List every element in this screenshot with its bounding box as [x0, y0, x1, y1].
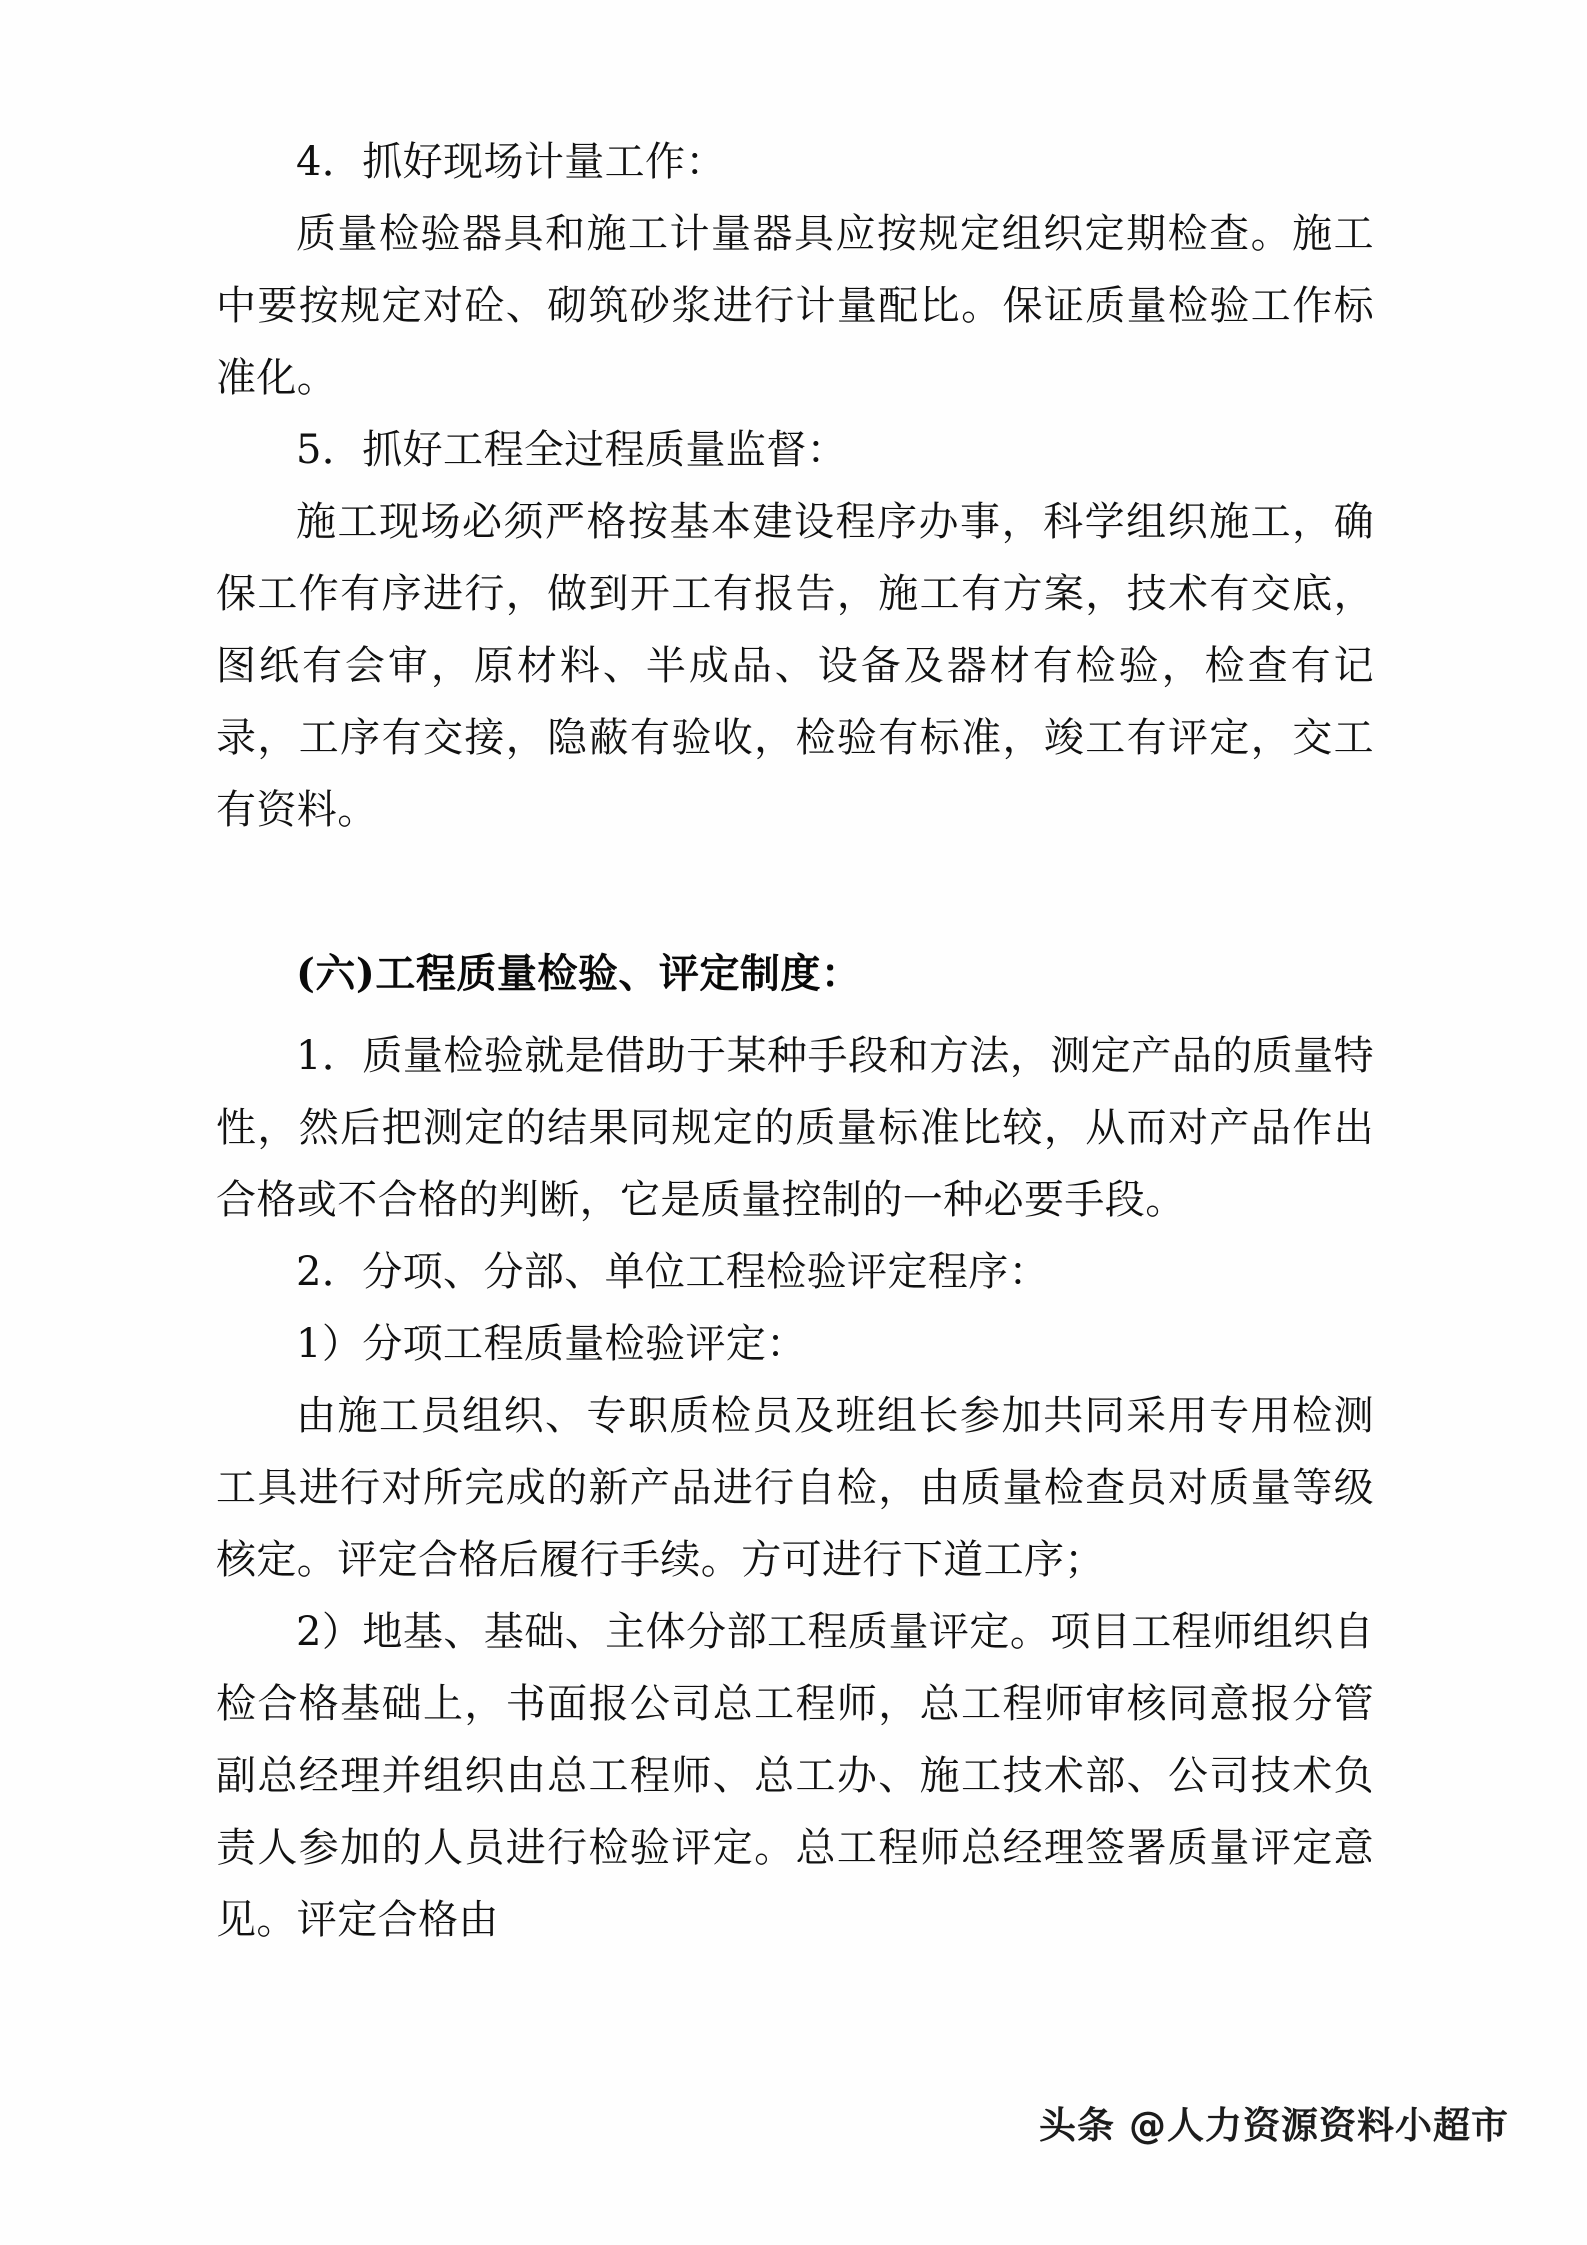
list-item-title-4: 4．抓好现场计量工作： — [296, 139, 726, 185]
watermark-handle: @人力资源资料小超市 — [1129, 2104, 1509, 2147]
paragraph-item-5-body: 施工现场必须严格按基本建设程序办事，科学组织施工，确保工作有序进行，做到开工有报告，施工有方案，技术有交底，图纸有会审，原材料、半成品、设备及器材有检验，检查有记录，工序有交接，隐蔽有验收，检验有标准，竣工有评定，交工有资料。 — [216, 499, 1374, 833]
list-item-title-sec6-2: 2．分项、分部、单位工程检验评定程序： — [296, 1249, 1050, 1295]
list-item-title-sec6-2-1: 1）分项工程质量检验评定： — [296, 1321, 807, 1367]
section-spacer — [216, 846, 1374, 938]
document-body — [216, 126, 1374, 1956]
watermark-brand: 头条 — [1039, 2104, 1115, 2147]
heading-spacer — [216, 1010, 1374, 1020]
paragraph-sec6-2-2: 2）地基、基础、主体分部工程质量评定。项目工程师组织自检合格基础上，书面报公司总工程师，总工程师审核同意报分管副总经理并组织由总工程师、总工办、施工技术部、公司技术负责人参加的人员进行检验评定。总工程师总经理签署质量评定意见。评定合格由 — [216, 1609, 1374, 1943]
list-item-title-5: 5．抓好工程全过程质量监督： — [296, 427, 848, 473]
paragraph-sec6-item-1: 1．质量检验就是借助于某种手段和方法，测定产品的质量特性，然后把测定的结果同规定的质量标准比较，从而对产品作出合格或不合格的判断，它是质量控制的一种必要手段。 — [216, 1033, 1374, 1223]
watermark — [1039, 2095, 1509, 2149]
paragraph-sec6-2-1-body: 由施工员组织、专职质检员及班组长参加共同采用专用检测工具进行对所完成的新产品进行自检，由质量检查员对质量等级核定。评定合格后履行手续。方可进行下道工序； — [216, 1393, 1374, 1583]
paragraph-item-4-body: 质量检验器具和施工计量器具应按规定组织定期检查。施工中要按规定对砼、砌筑砂浆进行计量配比。保证质量检验工作标准化。 — [216, 211, 1374, 401]
section-heading-six: (六)工程质量检验、评定制度： — [296, 950, 862, 997]
